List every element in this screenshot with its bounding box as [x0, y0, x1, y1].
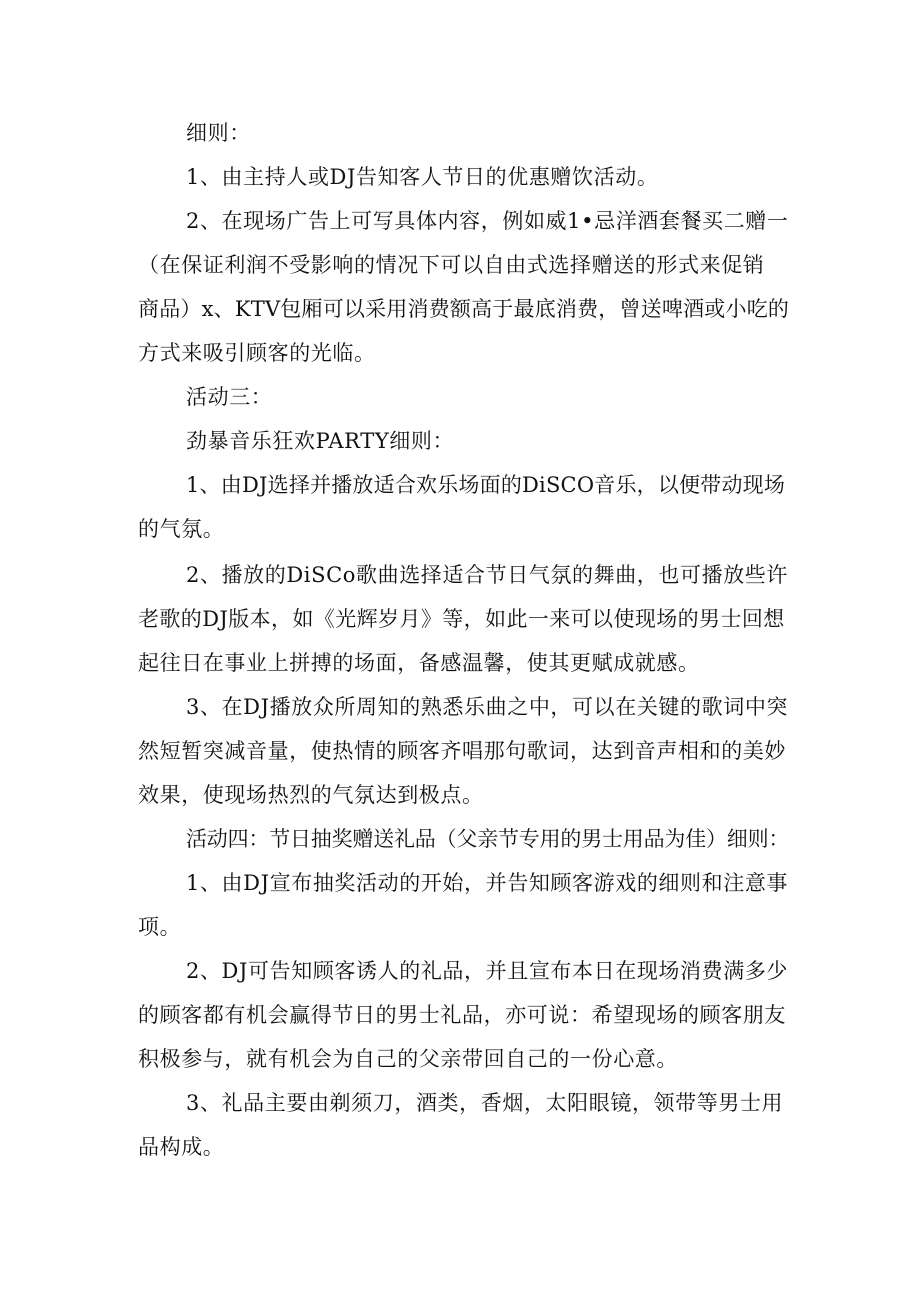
paragraph-line: 1、由DJ宣布抽奖活动的开始，并告知顾客游戏的细则和注意事 — [186, 871, 789, 895]
paragraph-line: 1、由DJ选择并播放适合欢乐场面的DiSCO音乐，以便带动现场 — [186, 473, 786, 497]
paragraph-line: 商品）x、KTV包厢可以采用消费额高于最底消费，曾送啤酒或小吃的 — [138, 297, 790, 321]
paragraph-line: 老歌的DJ版本，如《光辉岁月》等，如此一来可以使现场的男士回想 — [138, 607, 785, 631]
paragraph-line: 起往日在事业上拼搏的场面，备感温馨，使其更赋成就感。 — [138, 651, 700, 675]
heading-rules: 细则： — [186, 121, 251, 145]
heading-party-rules: 劲暴音乐狂欢PARTY细则： — [186, 429, 455, 453]
paragraph-line: 方式来吸引顾客的光临。 — [138, 341, 376, 365]
paragraph-line: 2、播放的DiSCo歌曲选择适合节日气氛的舞曲，也可播放些许 — [186, 563, 789, 587]
heading-activity-three: 活动三： — [186, 385, 273, 409]
paragraph-line: 效果，使现场热烈的气氛达到极点。 — [138, 783, 484, 807]
paragraph-line: 1、由主持人或DJ告知客人节日的优惠赠饮活动。 — [186, 165, 659, 189]
paragraph-line: 项。 — [138, 915, 182, 939]
paragraph-line: 品构成。 — [138, 1135, 225, 1159]
paragraph-line: （在保证利润不受影响的情况下可以自由式选择赠送的形式来促销 — [138, 253, 765, 277]
paragraph-line: 积极参与，就有机会为自己的父亲带回自己的一份心意。 — [138, 1047, 678, 1071]
paragraph-line: 的顾客都有机会赢得节日的男士礼品，亦可说：希望现场的顾客朋友 — [138, 1003, 786, 1027]
paragraph-line: 然短暂突减音量，使热情的顾客齐唱那句歌词，达到音声相和的美妙 — [138, 739, 786, 763]
heading-activity-four: 活动四：节日抽奖赠送礼品（父亲节专用的男士用品为佳）细则： — [186, 827, 790, 851]
paragraph-line: 2、在现场广告上可写具体内容，例如威1•忌洋酒套餐买二赠一 — [186, 209, 789, 233]
paragraph-line: 的气氛。 — [138, 517, 225, 541]
paragraph-line: 3、礼品主要由剃须刀，酒类，香烟，太阳眼镜，领带等男士用 — [186, 1091, 784, 1115]
paragraph-line: 3、在DJ播放众所周知的熟悉乐曲之中，可以在关键的歌词中突 — [186, 695, 789, 719]
paragraph-line: 2、DJ可告知顾客诱人的礼品，并且宣布本日在现场消费满多少 — [186, 959, 789, 983]
